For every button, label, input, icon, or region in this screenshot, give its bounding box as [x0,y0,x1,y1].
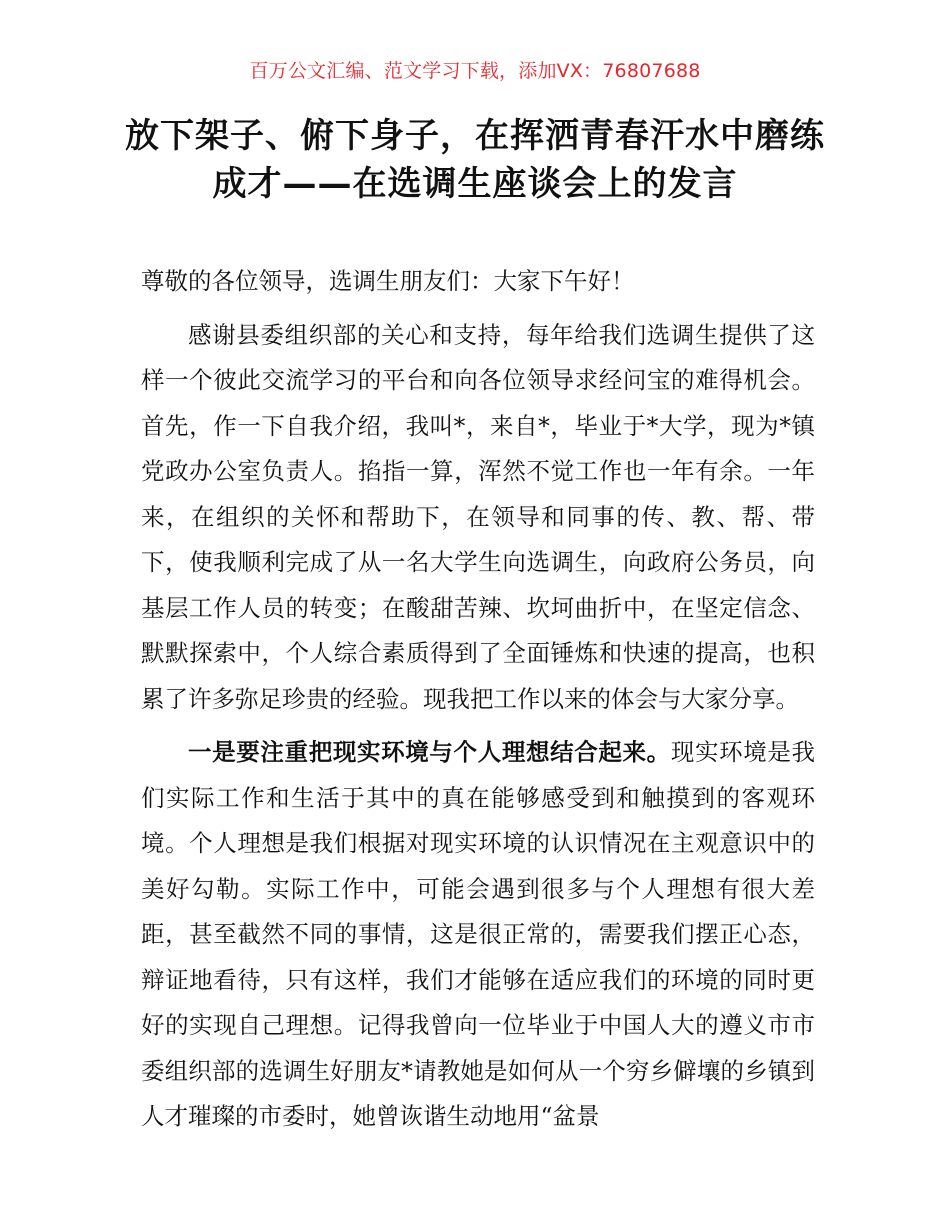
paragraph-point-one [141,730,815,1140]
paragraph-point-one-text: 现实环境是我们实际工作和生活于其中的真在能够感受到和触摸到的客观环境。个人理想是我们根据对现实环境的认识情况在主观意识中的美好勾勒。实际工作中，可能会遇到很多与个人理想有很大差距，甚至截然不同的事情，这是很正常的，需要我们摆正心态，辩证地看待，只有这样，我们才能够在适应我们的环境的同时更好的实现自己理想。记得我曾向一位毕业于中国人大的遵义市市委组织部的选调生好朋友*请教她是如何从一个穷乡僻壤的乡镇到人才璀璨的市委时，她曾诙谐生动地用“盆景 [141,738,816,1130]
salutation: 尊敬的各位领导，选调生朋友们：大家下午好！ [141,267,635,295]
document-body [141,259,815,1140]
header-watermark-note: 百万公文汇编、范文学习下载，添加VX：76807688 [249,60,701,82]
paragraph-introduction: 感谢县委组织部的关心和支持，每年给我们选调生提供了这样一个彼此交流学习的平台和向各位领导求经问宝的难得机会。首先，作一下自我介绍，我叫*，来自*，毕业于*大学，现为*镇党政办公室负责人。掐指一算，浑然不觉工作也一年有余。一年来，在组织的关怀和帮助下，在领导和同事的传、教、帮、带下，使我顺利完成了从一名大学生向选调生，向政府公务员，向基层工作人员的转变；在酸甜苦辣、坎坷曲折中，在坚定信念、默默探索中，个人综合素质得到了全面锤炼和快速的提高，也积累了许多弥足珍贵的经验。现我把工作以来的体会与大家分享。 [141,320,815,713]
document-title: 放下架子、俯下身子，在挥洒青春汗水中磨练成才——在选调生座谈会上的发言 [125,116,825,204]
paragraph-point-one-heading: 一是要注重把现实环境与个人理想结合起来。 [188,738,671,766]
